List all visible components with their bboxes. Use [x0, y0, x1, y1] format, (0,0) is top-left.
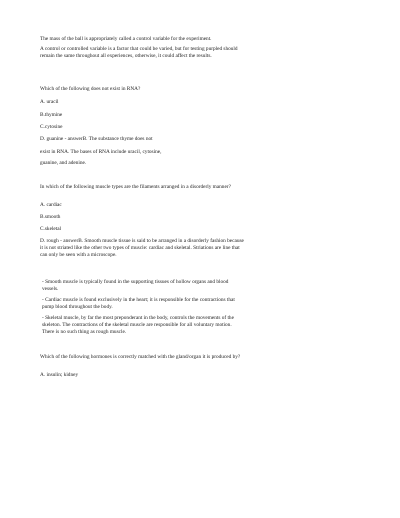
option-c-rna: C.cytosine [40, 124, 63, 130]
bullet-skeletal-muscle: - Skeletal muscle, by far the most preponderant in the body, controls the movements of the skeleton. The contractions of the skeletal muscle are responsible for all voluntary motion. There is no such thing as rough muscle. [42, 315, 234, 336]
option-b-muscle: B.smooth [40, 214, 61, 220]
answer-muscle: D. rough - answerB. Smooth muscle tissue is said to be arranged in a disorderly fashion because it is not striated like the other two types of muscle: cardiac and skeletal. Striations are line that can only be seen with a microscope. [40, 238, 244, 259]
question-rna: Which of the following does not exist in RNA? [40, 86, 141, 92]
bullet-smooth-muscle: - Smooth muscle is typically found in the supporting tissues of hollow organs and blood vessels. [42, 279, 229, 293]
paragraph-control-definition: A control or controlled variable is a factor that could be varied, but for testing purpled should remain the same throughout all experiences, otherwise, it could affect the results. [40, 46, 238, 60]
option-a-hormones: A. insulin; kidney [40, 372, 79, 378]
question-hormones: Which of the following hormones is correctly matched with the gland/organ it is produced by? [40, 354, 241, 360]
bullet-cardiac-muscle: - Cardiac muscle is found exclusively in the heart; it is responsible for the contractions that pump blood throughout the body. [42, 297, 235, 311]
paragraph-control-variable: The mass of the ball is appropriately called a control variable for the experiment. [40, 36, 212, 42]
answer-rna-line1: D. guanine - answerB. The substance thyme does not [40, 136, 153, 142]
answer-rna-line3: guanine, and adenine. [40, 160, 87, 166]
option-b-rna: B.thymine [40, 112, 63, 118]
question-muscle: In which of the following muscle types are the filaments arranged in a disorderly manner? [40, 184, 231, 190]
option-a-muscle: A. cardiac [40, 202, 62, 208]
option-c-muscle: C.skeletal [40, 226, 62, 232]
answer-rna-line2: exist in RNA. The bases of RNA include uracil, cytosine, [40, 149, 162, 155]
option-a-rna: A. uracil [40, 99, 59, 105]
